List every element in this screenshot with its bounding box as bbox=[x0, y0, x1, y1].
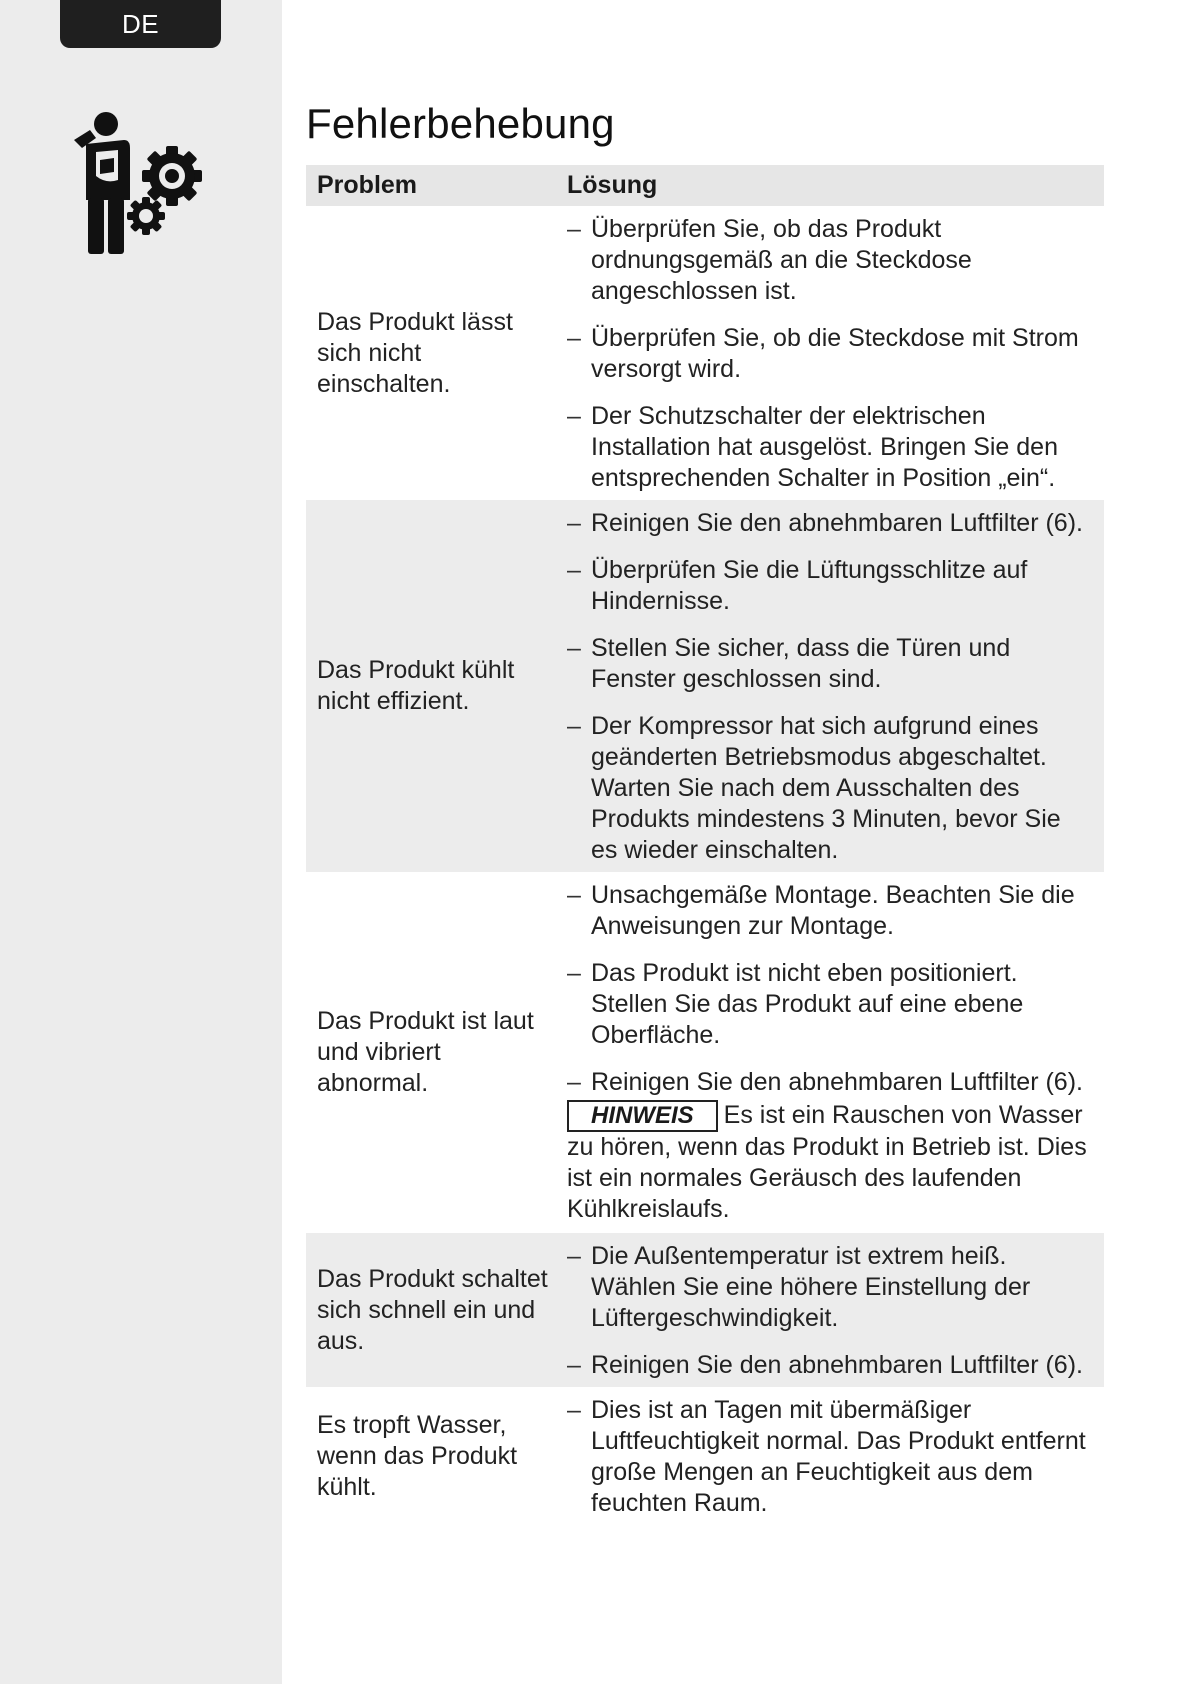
note-badge: HINWEIS bbox=[567, 1100, 718, 1132]
troubleshooting-icon bbox=[66, 110, 216, 260]
solution-item: – Überprüfen Sie, ob die Steckdose mit Strom versorgt wird. bbox=[567, 323, 1094, 385]
solution-item: – Reinigen Sie den abnehmbaren Luftfilter (6). bbox=[567, 1350, 1094, 1381]
header-problem: Problem bbox=[306, 165, 559, 206]
solution-cell bbox=[559, 1233, 1104, 1387]
page-title: Fehlerbehebung bbox=[306, 100, 615, 147]
solution-item: – Reinigen Sie den abnehmbaren Luftfilter (6). bbox=[567, 508, 1094, 539]
sidebar bbox=[0, 0, 282, 1684]
solution-item: – Dies ist an Tagen mit übermäßiger Luftfeuchtigkeit normal. Das Produkt entfernt große Mengen an Feuchtigkeit aus dem feuchten Raum. bbox=[567, 1395, 1094, 1519]
problem-cell: Das Produkt ist laut und vibriert abnormal. bbox=[317, 1007, 534, 1097]
solution-item: – Reinigen Sie den abnehmbaren Luftfilter (6). bbox=[567, 1067, 1094, 1098]
table-row bbox=[306, 206, 1104, 500]
problem-cell: Das Produkt schaltet sich schnell ein und aus. bbox=[306, 1233, 559, 1387]
solution-cell bbox=[559, 1387, 1104, 1525]
solution-item: – Überprüfen Sie, ob das Produkt ordnungsgemäß an die Steckdose angeschlossen ist. bbox=[567, 214, 1094, 307]
problem-cell: Das Produkt lässt sich nicht einschalten. bbox=[317, 307, 513, 398]
header-solution: Lösung bbox=[559, 165, 1104, 206]
table-header-row bbox=[306, 165, 1104, 206]
solution-item: – Überprüfen Sie die Lüftungsschlitze auf Hindernisse. bbox=[567, 555, 1094, 617]
solution-item: – Das Produkt ist nicht eben positioniert. Stellen Sie das Produkt auf eine ebene Oberfläche. bbox=[567, 958, 1094, 1051]
note bbox=[567, 1100, 1094, 1225]
table-row bbox=[306, 1387, 1104, 1525]
solution-item: – Der Schutzschalter der elektrischen Installation hat ausgelöst. Bringen Sie den entsprechenden Schalter in Position „ein“. bbox=[567, 401, 1094, 494]
troubleshooting-table bbox=[306, 165, 1104, 1525]
problem-cell: Das Produkt kühlt nicht effizient. bbox=[306, 500, 559, 872]
solution-cell bbox=[559, 500, 1104, 872]
solution-cell bbox=[559, 206, 1104, 500]
table-row bbox=[306, 1233, 1104, 1387]
solution-item: – Unsachgemäße Montage. Beachten Sie die Anweisungen zur Montage. bbox=[567, 880, 1094, 942]
table-row bbox=[306, 872, 1104, 1233]
language-tab: DE bbox=[60, 0, 221, 48]
solution-item: – Stellen Sie sicher, dass die Türen und Fenster geschlossen sind. bbox=[567, 633, 1094, 695]
solution-cell bbox=[559, 872, 1104, 1233]
solution-item: – Der Kompressor hat sich aufgrund eines geänderten Betriebsmodus abgeschaltet. Warten Sie nach dem Ausschalten des Produkts mindestens 3 Minuten, bevor Sie es wieder einschalten. bbox=[567, 711, 1094, 866]
solution-item: – Die Außentemperatur ist extrem heiß. Wählen Sie eine höhere Einstellung der Lüftergeschwindigkeit. bbox=[567, 1241, 1094, 1334]
table-row bbox=[306, 500, 1104, 872]
problem-cell: Es tropft Wasser, wenn das Produkt kühlt. bbox=[317, 1410, 518, 1501]
note-text: Es ist ein Rauschen von Wasser zu hören, wenn das Produkt in Betrieb ist. Dies ist ein normales Geräusch des laufenden Kühlkreislaufs. bbox=[567, 1101, 1087, 1223]
